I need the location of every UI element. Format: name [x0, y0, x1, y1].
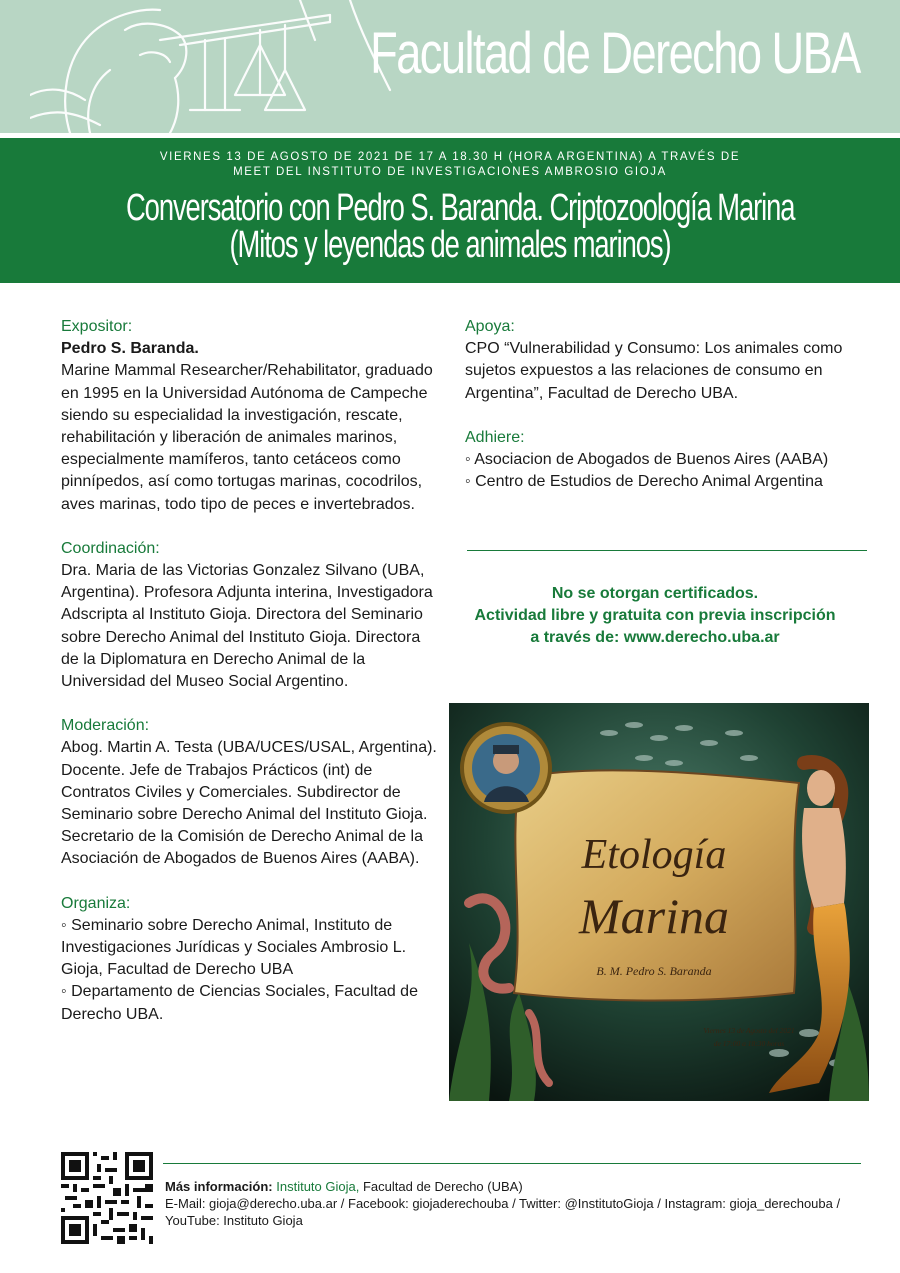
event-poster-image — [449, 703, 869, 1101]
adhiere-item: ◦ Centro de Estudios de Derecho Animal Argentina — [465, 473, 823, 491]
moderacion-body: Abog. Martin A. Testa (UBA/UCES/USAL, Argentina). Docente. Jefe de Trabajos Prácticos (int) de Contratos Civiles y Comerciales. Subdirector de Seminario sobre Derecho Animal del Instituto Gioja. Secretario de la Comisión de Derecho Animal de la Asociación de Abogados de Buenos Aires (AABA). — [61, 739, 437, 868]
expositor-heading: Expositor: — [61, 318, 133, 335]
event-date-line: VIERNES 13 DE AGOSTO DE 2021 DE 17 A 18.30 H (HORA ARGENTINA) A TRAVÉS DE MEET DEL INSTITUTO DE INVESTIGACIONES AMBROSIO GIOJA — [159, 151, 741, 178]
coordinacion-body: Dra. Maria de las Victorias Gonzalez Silvano (UBA, Argentina). Profesora Adjunta interina, Investigadora Adscripta al Instituto Gioja. Directora del Seminario sobre Derecho Animal del Instituto Gioja. Directora de la Diplomatura en Derecho Animal de la Universidad del Museo Social Argentino. — [61, 562, 433, 691]
poster-date-line-1: Viernes 13 de Agosto del 2021 — [703, 1026, 795, 1035]
right-column — [465, 316, 865, 493]
section-divider — [467, 550, 867, 551]
event-title-line-2: (Mitos y leyendas de animales marinos) — [229, 224, 671, 266]
organiza-heading: Organiza: — [61, 894, 131, 912]
event-header — [0, 138, 900, 283]
apoya-heading: Apoya: — [465, 318, 515, 335]
footer-info — [165, 1178, 855, 1229]
event-title-line-1: Conversatorio con Pedro S. Baranda. Criptozoología Marina — [126, 187, 795, 229]
poster-date-line-2: de 17:00 a 18:30 horas — [713, 1039, 785, 1048]
expositor-bio: Marine Mammal Researcher/Rehabilitator, graduado en 1995 en la Universidad Autónoma de Campeche siendo su especialidad la investigación, rescate, rehabilitación y liberación de animales marinos, especialmente mamíferos, tanto cetáceos como pinnípedos, así como tortugas marinas, cocodrilos, aves marinas, todo tipo de peces e invertebrados. — [61, 362, 433, 513]
expositor-name: Pedro S. Baranda. — [61, 340, 199, 358]
notice-line-2: Actividad libre y gratuita con previa inscripción — [474, 607, 836, 624]
footer-more-info — [165, 1178, 855, 1195]
moderacion-heading: Moderación: — [61, 717, 150, 735]
top-banner — [0, 0, 900, 133]
notice-link[interactable]: a través de: www.derecho.uba.ar — [530, 629, 780, 646]
footer-institute-link[interactable]: Instituto Gioja, — [276, 1179, 360, 1194]
footer-faculty: Facultad de Derecho (UBA) — [359, 1179, 523, 1194]
notice-line-1: No se otorgan certificados. — [551, 585, 759, 602]
poster-title-line-1: Etología — [581, 832, 727, 878]
event-title — [126, 187, 795, 266]
footer-contacts: E-Mail: gioja@derecho.uba.ar / Facebook: giojaderechouba / Twitter: @InstitutoGioja / Instagram: gioja_derechouba / YouTube: Instituto Gioja — [165, 1196, 841, 1228]
registration-notice — [455, 583, 855, 649]
faculty-name: Facultad de Derecho UBA — [370, 21, 860, 86]
coordinacion-heading: Coordinación: — [61, 539, 160, 557]
footer-label: Más información: — [165, 1179, 273, 1194]
adhiere-heading: Adhiere: — [465, 428, 525, 446]
apoya-body: CPO “Vulnerabilidad y Consumo: Los animales como sujetos expuestos a las relaciones de consumo en Argentina”, Facultad de Derecho UBA. — [465, 340, 843, 402]
adhiere-item: ◦ Asociacion de Abogados de Buenos Aires (AABA) — [465, 451, 829, 469]
organiza-item: ◦ Departamento de Ciencias Sociales, Facultad de Derecho UBA. — [61, 983, 418, 1023]
poster-author: B. M. Pedro S. Baranda — [596, 964, 712, 978]
left-column — [61, 316, 441, 1026]
organiza-item: ◦ Seminario sobre Derecho Animal, Instituto de Investigaciones Jurídicas y Sociales Ambrosio L. Gioja, Facultad de Derecho UBA — [61, 916, 407, 979]
footer-divider — [163, 1163, 861, 1164]
qr-code-icon[interactable] — [61, 1152, 153, 1244]
poster-title-line-2: Marina — [579, 888, 729, 944]
